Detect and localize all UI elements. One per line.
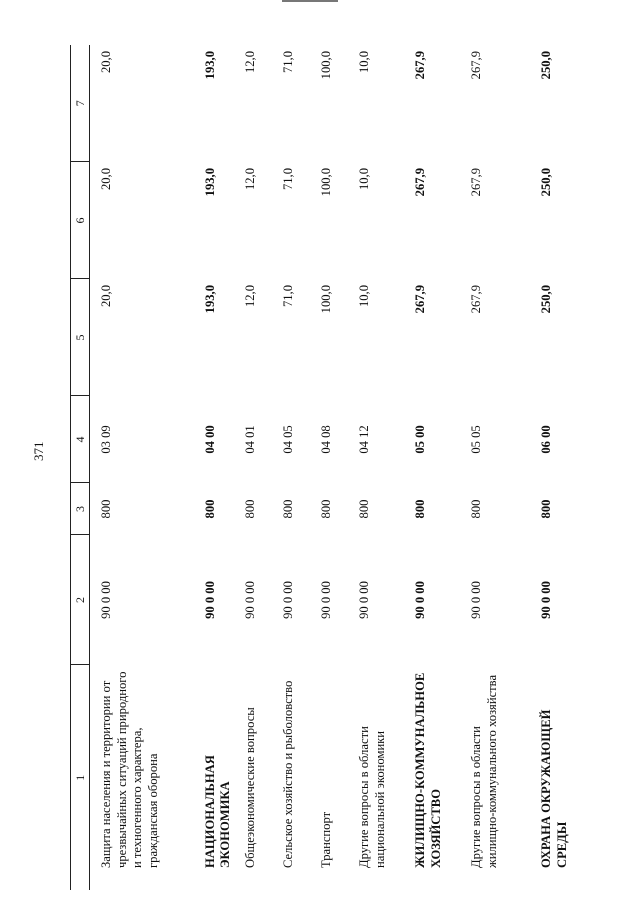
section-code: 04 01	[242, 425, 257, 454]
section-code: 04 12	[356, 425, 371, 454]
amount-col-7: 267,9	[412, 51, 427, 80]
expense-type-code: 800	[280, 499, 295, 519]
page-number: 371	[31, 441, 46, 461]
budget-table	[70, 45, 570, 890]
expense-type-code: 800	[538, 499, 553, 519]
amount-col-6: 12,0	[242, 168, 257, 191]
section-code: 03 09	[99, 425, 113, 454]
amount-col-6: 267,9	[468, 168, 483, 197]
amount-col-7: 100,0	[318, 51, 333, 80]
section-code: 04 08	[318, 425, 333, 454]
target-article-code: 90 0 00	[99, 581, 113, 619]
amount-col-7: 10,0	[356, 51, 371, 74]
amount-col-7: 193,0	[202, 51, 217, 80]
amount-col-7: 250,0	[538, 51, 553, 80]
table-row	[530, 45, 570, 890]
expense-type-code: 800	[318, 499, 333, 519]
section-code: 04 05	[280, 425, 295, 454]
header-col-7: 7	[71, 45, 90, 162]
amount-col-6: 250,0	[538, 168, 553, 197]
amount-col-5: 100,0	[318, 285, 333, 314]
top-scan-mark	[282, 0, 338, 2]
row-name: Другие вопросы в области национальной экономики	[356, 726, 387, 868]
amount-col-5: 193,0	[202, 285, 217, 314]
table-row	[404, 45, 460, 890]
target-article-code: 90 0 00	[468, 581, 483, 619]
table-row	[460, 45, 530, 890]
amount-col-5: 20,0	[99, 285, 113, 308]
amount-col-6: 193,0	[202, 168, 217, 197]
row-name: Сельское хозяйство и рыболовство	[280, 680, 295, 868]
section-code: 04 00	[202, 425, 217, 454]
row-name: Транспорт	[318, 811, 333, 868]
target-article-code: 90 0 00	[412, 581, 427, 619]
header-col-5: 5	[71, 279, 90, 396]
amount-col-7: 71,0	[280, 51, 295, 74]
table-row	[194, 45, 234, 890]
section-code: 05 05	[468, 425, 483, 454]
table-row	[90, 45, 194, 890]
row-name: НАЦИОНАЛЬНАЯ ЭКОНОМИКА	[202, 755, 233, 868]
amount-col-5: 10,0	[356, 285, 371, 308]
amount-col-7: 12,0	[242, 51, 257, 74]
expense-type-code: 800	[412, 499, 427, 519]
amount-col-5: 12,0	[242, 285, 257, 308]
amount-col-5: 267,9	[468, 285, 483, 314]
target-article-code: 90 0 00	[538, 581, 553, 619]
header-col-2: 2	[71, 535, 90, 665]
row-name: ЖИЛИЩНО-КОММУНАЛЬНОЕ ХОЗЯЙСТВО	[412, 672, 443, 868]
target-article-code: 90 0 00	[318, 581, 333, 619]
table-row	[234, 45, 272, 890]
expense-type-code: 800	[242, 499, 257, 519]
amount-col-6: 71,0	[280, 168, 295, 191]
target-article-code: 90 0 00	[242, 581, 257, 619]
target-article-code: 90 0 00	[202, 581, 217, 619]
amount-col-5: 71,0	[280, 285, 295, 308]
row-name: ОХРАНА ОКРУЖАЮЩЕЙ СРЕДЫ	[538, 709, 569, 868]
table-row	[272, 45, 310, 890]
table-row	[348, 45, 404, 890]
expense-type-code: 800	[202, 499, 217, 519]
amount-col-7: 20,0	[99, 51, 113, 74]
budget-table-rotated	[70, 45, 605, 890]
table-row	[310, 45, 348, 890]
section-code: 06 00	[538, 425, 553, 454]
header-row	[71, 45, 90, 890]
amount-col-6: 267,9	[412, 168, 427, 197]
section-code: 05 00	[412, 425, 427, 454]
row-name: Защита населения и территории от чрезвычайных ситуаций природного и техногенного характера, гражданская оборона	[99, 671, 161, 868]
amount-col-5: 250,0	[538, 285, 553, 314]
header-col-4: 4	[71, 396, 90, 483]
header-col-3: 3	[71, 483, 90, 535]
header-col-6: 6	[71, 162, 90, 279]
amount-col-6: 10,0	[356, 168, 371, 191]
row-name: Другие вопросы в области жилищно-коммунального хозяйства	[468, 674, 499, 868]
expense-type-code: 800	[356, 499, 371, 519]
expense-type-code: 800	[468, 499, 483, 519]
target-article-code: 90 0 00	[356, 581, 371, 619]
amount-col-6: 100,0	[318, 168, 333, 197]
expense-type-code: 800	[99, 499, 113, 519]
amount-col-6: 20,0	[99, 168, 113, 191]
amount-col-7: 267,9	[468, 51, 483, 80]
amount-col-5: 267,9	[412, 285, 427, 314]
row-name: Общеэкономические вопросы	[242, 707, 257, 868]
target-article-code: 90 0 00	[280, 581, 295, 619]
header-col-1: 1	[71, 665, 90, 890]
